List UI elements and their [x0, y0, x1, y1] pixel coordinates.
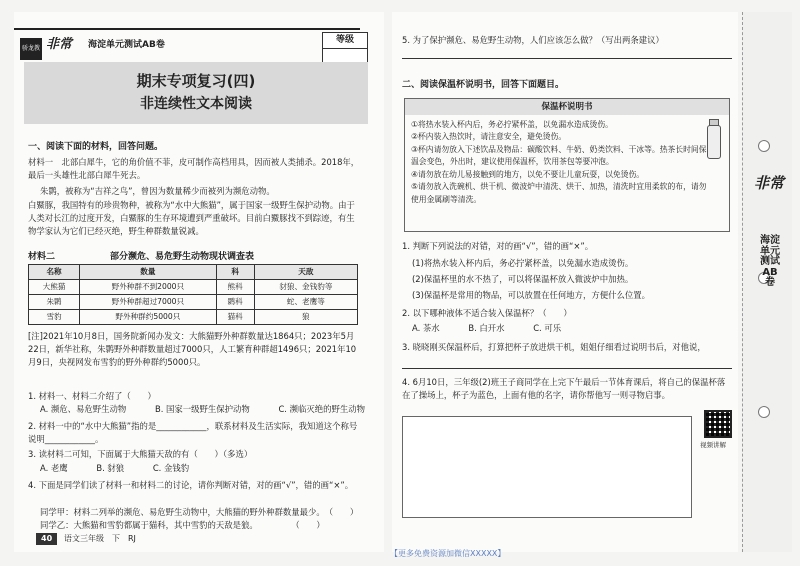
manual-item: ①将热水装入杯内后，务必拧紧杯盖，以免漏水造成烫伤。: [411, 120, 613, 129]
page-subtitle: 非连续性文本阅读: [140, 96, 252, 112]
r-q1-item-1[interactable]: (1)将热水装入杯内后，务必拧紧杯盖，以免漏水造成烫伤。: [412, 258, 634, 268]
q1-option-c[interactable]: C. 濒临灭绝的野生动物: [278, 404, 365, 414]
watermark: 【更多免费资源加微信XXXXX】: [390, 549, 506, 558]
footer-info: 语文三年级 下 RJ: [64, 534, 136, 543]
manual-title: 保温杯说明书: [405, 99, 729, 115]
table-header-row: [29, 265, 358, 280]
brand-title: 非常: [46, 37, 73, 52]
table-cell: 野外种群不到2000只: [80, 280, 216, 295]
col-header: 科: [216, 265, 254, 280]
qr-code-icon[interactable]: [704, 410, 732, 438]
table-cell: 朱鹮: [29, 295, 80, 310]
manual-items: [411, 119, 707, 206]
q3-option-b[interactable]: B. 豺狼: [96, 463, 125, 473]
question-2[interactable]: 2. 材料一中的“水中大熊猫”指的是____________，联系材料及生活实际，我知道这个称号说明____________。: [28, 421, 358, 444]
r-question-4: 4. 6月10日，三年级(2)班王子商同学在上完下午最后一节体育课后，将自己的保温杯落在了操场上，杯子为蓝色，上面有他的名字，请你帮他写一则寻物启事。: [402, 377, 726, 400]
table-cell: 豺狼、金钱豹等: [254, 280, 357, 295]
title-band: [24, 62, 368, 124]
table-note: [注]2021年10月8日，国务院新闻办发文：大熊猫野外种群数量达1864只；2023年5月22日，新华社称，朱鹮野外种群数量超过7000只，人工繁育种群超1496只；2021年10月9日，央视网发布雪豹的野外种群约5000只。: [28, 331, 357, 368]
binding-hole-icon: [758, 406, 770, 418]
material1-text: 材料一 北部白犀牛，它的角价值不菲，皮可制作高档用具，因而被人类捕杀。2018年，最后一头雄性北部白犀牛死去。: [28, 157, 360, 181]
qr-label: 视频讲解: [700, 441, 726, 449]
table-cell: 猫科: [216, 310, 254, 325]
table-cell: 鹮科: [216, 295, 254, 310]
q3-options: [40, 463, 215, 474]
zhuhuan-text: 朱鹮，被称为“吉祥之鸟”，曾因为数量稀少而被列为濒危动物。: [40, 186, 275, 196]
material2-label: 材料二: [28, 252, 56, 262]
manual-item: ④请勿放在幼儿易接触到的地方，以免不要让儿童玩耍，以免烫伤。: [411, 169, 645, 179]
r-question-1: 1. 判断下列说法的对错，对的画“√”，错的画“×”。: [402, 241, 594, 251]
col-header: 数量: [80, 265, 216, 280]
q4-statement-b[interactable]: 同学乙：大熊猫和雪豹都属于猫科，其中雪豹的天敌是狼。 （ ）: [40, 520, 325, 530]
question-1: 1. 材料一、材料二介绍了（ ）: [28, 391, 156, 401]
answer-line[interactable]: [402, 368, 732, 369]
page-number: 40: [36, 533, 57, 545]
baijitun-text: 白鱀豚，我国特有的珍贵物种，被称为“水中大熊猫”，属于国家一级野生保护动物。由于人类对长江的过度开发，白鱀豚的生存环境遭到严重破坏。目前白鱀豚找不到踪迹，有生物学家认为它们已经灭绝，野生种群数量锐减。: [28, 200, 355, 237]
q3-option-c[interactable]: C. 金钱豹: [152, 463, 190, 473]
binding-hole-icon: [758, 140, 770, 152]
grade-label: 等级: [323, 33, 367, 49]
answer-line[interactable]: [402, 58, 732, 59]
table-row: [29, 295, 358, 310]
r-q1-item-3[interactable]: (3)保温杯是常用的物品，可以放置在任何地方，方便什么位置。: [412, 290, 650, 300]
manual-box: [404, 98, 730, 232]
r-question-2: 2. 以下哪种液体不适合装入保温杯？（ ）: [402, 308, 572, 318]
manual-item: ⑤请勿放入洗碗机、烘干机、微波炉中清洗、烘干、加热，清洗时宜用柔软的布，请勿使用金属刷等清洗。: [411, 182, 707, 204]
page-title: 期末专项复习(四): [136, 72, 256, 90]
r-q2-option-b[interactable]: B. 白开水: [468, 323, 505, 333]
table-row: [29, 280, 358, 295]
r-question-3: 3. 晓晓刚买保温杯后，打算把杯子放进烘干机，姐姐仔细看过说明书后，对他说，: [402, 342, 706, 352]
part2-heading: 二、阅读保温杯说明书，回答下面题目。: [402, 80, 565, 90]
survey-table: [28, 264, 358, 325]
table-cell: 雪豹: [29, 310, 80, 325]
question-4: 4. 下面是同学们读了材料一和材料二的讨论，请你判断对错，对的画“√”，错的画“×”。: [28, 480, 354, 490]
part1-heading: 一、阅读下面的材料，回答问题。: [28, 142, 164, 152]
grade-box: [322, 32, 368, 66]
table-cell: 大熊猫: [29, 280, 80, 295]
manual-item: ②杯内装入热饮时，请注意安全，避免烫伤。: [411, 132, 567, 142]
publisher-logo: 骄龙教: [20, 38, 42, 60]
table-cell: 狼: [254, 310, 357, 325]
q3-option-a[interactable]: A. 老鹰: [40, 463, 68, 473]
q1-option-a[interactable]: A. 濒危、易危野生动物: [40, 404, 127, 414]
table-cell: 野外种群约5000只: [80, 310, 216, 325]
series-title: 海淀单元测试AB卷: [88, 40, 165, 50]
sidebar-brand: 非常: [753, 174, 784, 192]
r-q2-option-c[interactable]: C. 可乐: [533, 323, 562, 333]
r-q2-options: [412, 323, 587, 334]
question-3: 3. 读材料二可知，下面属于大熊猫天敌的有（ ）（多选）: [28, 449, 253, 459]
col-header: 名称: [29, 265, 80, 280]
manual-item: ③杯内请勿放入下述饮品及物品：碳酸饮料、牛奶、奶类饮料、干冰等。热茶长时间保温会变色，外出时，建议使用保温杯，饮用茶包等要冲泡。: [411, 144, 707, 167]
material2-title: 部分濒危、易危野生动物现状调查表: [110, 252, 255, 262]
r-q2-option-a[interactable]: A. 茶水: [412, 323, 440, 333]
table-cell: 熊科: [216, 280, 254, 295]
sidebar-series: 海淀单元测试AB卷: [760, 235, 780, 288]
table-cell: 蛇、老鹰等: [254, 295, 357, 310]
q4-statement-a[interactable]: 同学甲：材料二列举的濒危、易危野生动物中，大熊猫的野外种群数量最少。 （ ）: [40, 507, 359, 517]
r-q1-item-2[interactable]: (2)保温杯里的水不热了，可以将保温杯放入微波炉中加热。: [412, 274, 634, 284]
table-row: [29, 310, 358, 325]
col-header: 天敌: [254, 265, 357, 280]
q1-option-b[interactable]: B. 国家一级野生保护动物: [154, 404, 250, 414]
thermos-icon: [707, 125, 721, 159]
table-cell: 野外种群超过7000只: [80, 295, 216, 310]
question-5: 5. 为了保护濒危、易危野生动物，人们应该怎么做？（写出两条建议）: [402, 35, 664, 45]
q1-options: [40, 404, 391, 415]
notice-answer-box[interactable]: [402, 416, 692, 518]
